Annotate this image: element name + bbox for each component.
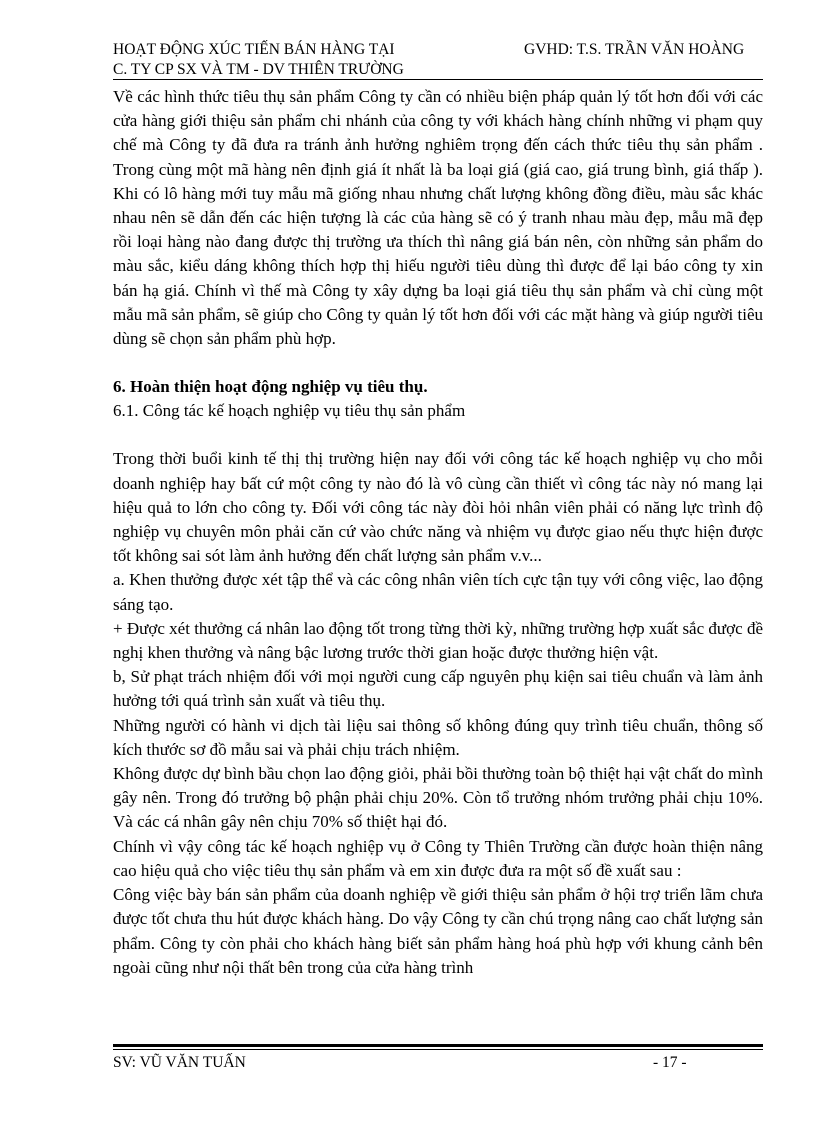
footer-divider-thin [113, 1049, 763, 1050]
section-heading: 6. Hoàn thiện hoạt động nghiệp vụ tiêu thụ. [113, 377, 428, 397]
header-title-line2: C. TY CP SX VÀ TM - DV THIÊN TRƯỜNG [113, 61, 404, 78]
paragraph: Chính vì vậy công tác kế hoạch nghiệp vụ ở Công ty Thiên Trường cần được hoàn thiện nâng cao hiệu quả cho việc tiêu thụ sản phẩm và em xin được đưa ra một số đề xuất sau : [113, 836, 763, 880]
paragraph: Những người có hành vi dịch tài liệu sai thông số không đúng quy trình tiêu chuẩn, thông số kích thước sơ đồ mẫu sai và phải chịu trách nhiệm. [113, 715, 763, 759]
page-number: - 17 - [653, 1054, 687, 1071]
paragraph: Trong thời buổi kinh tế thị thị trường hiện nay đối với công tác kế hoạch nghiệp vụ cho mỗi doanh nghiệp hay bất cứ một công ty nào đó là vô cùng cần thiết vì công tác này nó mang lại hiệu quả to lớn cho công ty. Đối với công tác này đòi hỏi nhân viên phải có năng lực trình độ nghiệp vụ chuyên môn phải căn cứ vào chức năng và nhiệm vụ được giao nếu thực hiện được tốt không sai sót làm ảnh hưởng đến chất lượng sản phẩm v.v... [113, 449, 763, 566]
header-title-line1: HOẠT ĐỘNG XÚC TIẾN BÁN HÀNG TẠI [113, 41, 395, 58]
footer-student: SV: VŨ VĂN TUẤN [113, 1054, 246, 1071]
paragraph: a. Khen thưởng được xét tập thể và các công nhân viên tích cực tận tụy với công việc, lao động sáng tạo. [113, 570, 763, 614]
paragraph: Không được dự bình bầu chọn lao động giỏi, phải bồi thường toàn bộ thiệt hại vật chất do mình gây nên. Trong đó trưởng bộ phận phải chịu 20%. Còn tổ trưởng nhóm trưởng phải chịu 10%. Và các cá nhân gây nên chịu 70% số thiệt hại đó. [113, 764, 763, 832]
paragraph: + Được xét thưởng cá nhân lao động tốt trong từng thời kỳ, những trường hợp xuất sắc được đề nghị khen thưởng và nâng bậc lương trước thời gian hoặc được thưởng hiện vật. [113, 618, 763, 663]
paragraph: b, Sử phạt trách nhiệm đối với mọi người cung cấp nguyên phụ kiện sai tiêu chuẩn và làm ảnh hưởng tới quá trình sản xuất và tiêu thụ. [113, 667, 763, 711]
header-title [113, 40, 404, 80]
subsection-heading: 6.1. Công tác kế hoạch nghiệp vụ tiêu thụ sản phẩm [113, 401, 466, 421]
paragraph: Công việc bày bán sản phẩm của doanh nghiệp về giới thiệu sản phẩm ở hội trợ triển lãm chưa được tốt chưa thu hút được khách hàng. Do vậy Công ty cần chú trọng nâng cao chất lượng sản phẩm. Công ty còn phải cho khách hàng biết sản phẩm hàng hoá phù hợp với khung cảnh bên ngoài cũng như nội thất bên trong của cửa hàng trình [113, 885, 763, 977]
footer-divider-thick [113, 1044, 763, 1047]
header-divider [113, 79, 763, 80]
header-supervisor: GVHD: T.S. TRẦN VĂN HOÀNG [524, 41, 745, 58]
body-text [113, 85, 763, 980]
paragraph-intro: Về các hình thức tiêu thụ sản phẩm Công ty cần có nhiều biện pháp quản lý tốt hơn đối với các cửa hàng giới thiệu sản phẩm chi nhánh của công ty với khách hàng chính những vi phạm quy chế mà Công ty đã đưa ra tránh ảnh hưởng nghiêm trọng đến cách thức tiêu thụ sản phẩm . Trong cùng một mã hàng nên định giá ít nhất là ba loại giá (giá cao, giá trung bình, giá thấp ). Khi có lô hàng mới tuy mẫu mã giống nhau nhưng chất lượng không đồng điều, màu sắc khác nhau nên sẽ dẫn đến các hiện tượng là các của hàng sẽ có ý tranh nhau màu đẹp, mẫu mã đẹp rồi loại hàng nào đang được thị trường ưa thích thì nâng giá bán nên, còn những sản phẩm do màu sắc, kiểu dáng không thích hợp thị hiếu người tiêu dùng thì được để lại báo công ty xin bán hạ giá. Chính vì thế mà Công ty xây dựng ba loại giá tiêu thụ sản phẩm và chỉ cùng một mẫu mã sản phẩm, sẽ giúp cho Công ty quản lý tốt hơn đối với các mặt hàng và giúp người tiêu dùng sẽ chọn sản phẩm phù hợp. [113, 87, 763, 349]
